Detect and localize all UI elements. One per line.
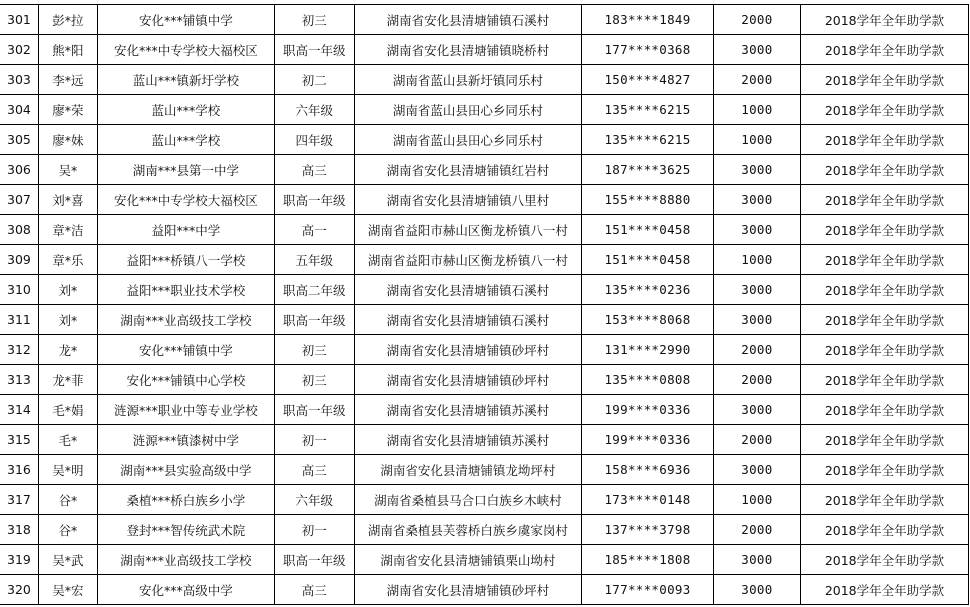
address-cell[interactable]: 湖南省安化县清塘铺镇苏溪村 xyxy=(354,425,581,455)
address-cell[interactable]: 湖南省安化县清塘铺镇龙坳坪村 xyxy=(354,455,581,485)
row-number-cell[interactable]: 303 xyxy=(0,65,38,95)
address-cell[interactable]: 湖南省安化县清塘铺镇砂坪村 xyxy=(354,335,581,365)
table-row xyxy=(0,275,969,305)
amount-cell[interactable]: 3000 xyxy=(713,155,800,185)
note-cell[interactable]: 2018学年全年助学款 xyxy=(800,125,968,155)
note-cell[interactable]: 2018学年全年助学款 xyxy=(800,35,968,65)
address-cell[interactable]: 湖南省安化县清塘铺镇红岩村 xyxy=(354,155,581,185)
school-cell[interactable]: 益阳***桥镇八一学校 xyxy=(98,245,275,275)
row-number-cell[interactable]: 320 xyxy=(0,575,38,605)
grade-cell[interactable]: 六年级 xyxy=(274,95,354,125)
note-cell[interactable]: 2018学年全年助学款 xyxy=(800,425,968,455)
phone-cell[interactable]: 150****4827 xyxy=(582,65,714,95)
table-row xyxy=(0,335,969,365)
row-number-cell[interactable]: 310 xyxy=(0,275,38,305)
address-cell[interactable]: 湖南省桑植县马合口白族乡木峡村 xyxy=(354,485,581,515)
phone-cell[interactable]: 177****0093 xyxy=(582,575,714,605)
name-cell[interactable]: 章*乐 xyxy=(38,245,97,275)
table-row xyxy=(0,395,969,425)
name-cell[interactable]: 毛*娟 xyxy=(38,395,97,425)
amount-cell[interactable]: 3000 xyxy=(713,545,800,575)
phone-cell[interactable]: 135****0808 xyxy=(582,365,714,395)
row-number-cell[interactable]: 315 xyxy=(0,425,38,455)
row-number-cell[interactable]: 304 xyxy=(0,95,38,125)
school-cell[interactable]: 安化***中专学校大福校区 xyxy=(98,185,275,215)
phone-cell[interactable]: 137****3798 xyxy=(582,515,714,545)
amount-cell[interactable]: 3000 xyxy=(713,35,800,65)
note-cell[interactable]: 2018学年全年助学款 xyxy=(800,275,968,305)
grade-cell[interactable]: 高一 xyxy=(274,215,354,245)
name-cell[interactable]: 吴*武 xyxy=(38,545,97,575)
phone-cell[interactable]: 199****0336 xyxy=(582,425,714,455)
row-number-cell[interactable]: 316 xyxy=(0,455,38,485)
school-cell[interactable]: 湖南***业高级技工学校 xyxy=(98,305,275,335)
table-row xyxy=(0,485,969,515)
address-cell[interactable]: 湖南省安化县清塘铺镇石溪村 xyxy=(354,305,581,335)
note-cell[interactable]: 2018学年全年助学款 xyxy=(800,185,968,215)
amount-cell[interactable]: 2000 xyxy=(713,5,800,35)
note-cell[interactable]: 2018学年全年助学款 xyxy=(800,575,968,605)
table-row xyxy=(0,245,969,275)
grade-cell[interactable]: 职高一年级 xyxy=(274,305,354,335)
note-cell[interactable]: 2018学年全年助学款 xyxy=(800,335,968,365)
school-cell[interactable]: 蓝山***学校 xyxy=(98,95,275,125)
row-number-cell[interactable]: 309 xyxy=(0,245,38,275)
address-cell[interactable]: 湖南省蓝山县田心乡同乐村 xyxy=(354,125,581,155)
address-cell[interactable]: 湖南省蓝山县新圩镇同乐村 xyxy=(354,65,581,95)
name-cell[interactable]: 李*远 xyxy=(38,65,97,95)
school-cell[interactable]: 安化***高级中学 xyxy=(98,575,275,605)
note-cell[interactable]: 2018学年全年助学款 xyxy=(800,455,968,485)
phone-cell[interactable]: 151****0458 xyxy=(582,245,714,275)
name-cell[interactable]: 龙* xyxy=(38,335,97,365)
grade-cell[interactable]: 六年级 xyxy=(274,485,354,515)
name-cell[interactable]: 章*洁 xyxy=(38,215,97,245)
note-cell[interactable]: 2018学年全年助学款 xyxy=(800,5,968,35)
amount-cell[interactable]: 3000 xyxy=(713,395,800,425)
row-number-cell[interactable]: 311 xyxy=(0,305,38,335)
grade-cell[interactable]: 职高二年级 xyxy=(274,275,354,305)
note-cell[interactable]: 2018学年全年助学款 xyxy=(800,155,968,185)
name-cell[interactable]: 刘* xyxy=(38,305,97,335)
amount-cell[interactable]: 3000 xyxy=(713,455,800,485)
grade-cell[interactable]: 高三 xyxy=(274,575,354,605)
note-cell[interactable]: 2018学年全年助学款 xyxy=(800,95,968,125)
phone-cell[interactable]: 183****1849 xyxy=(582,5,714,35)
phone-cell[interactable]: 158****6936 xyxy=(582,455,714,485)
amount-cell[interactable]: 2000 xyxy=(713,365,800,395)
table-row xyxy=(0,95,969,125)
name-cell[interactable]: 刘*喜 xyxy=(38,185,97,215)
amount-cell[interactable]: 1000 xyxy=(713,245,800,275)
address-cell[interactable]: 湖南省安化县清塘铺镇砂坪村 xyxy=(354,365,581,395)
grade-cell[interactable]: 四年级 xyxy=(274,125,354,155)
table-row xyxy=(0,185,969,215)
note-cell[interactable]: 2018学年全年助学款 xyxy=(800,65,968,95)
school-cell[interactable]: 安化***铺镇中心学校 xyxy=(98,365,275,395)
grade-cell[interactable]: 初三 xyxy=(274,335,354,365)
table-row xyxy=(0,365,969,395)
table-row xyxy=(0,65,969,95)
address-cell[interactable]: 湖南省益阳市赫山区衡龙桥镇八一村 xyxy=(354,245,581,275)
name-cell[interactable]: 廖*荣 xyxy=(38,95,97,125)
address-cell[interactable]: 湖南省安化县清塘铺镇石溪村 xyxy=(354,275,581,305)
note-cell[interactable]: 2018学年全年助学款 xyxy=(800,365,968,395)
amount-cell[interactable]: 3000 xyxy=(713,215,800,245)
school-cell[interactable]: 蓝山***学校 xyxy=(98,125,275,155)
note-cell[interactable]: 2018学年全年助学款 xyxy=(800,485,968,515)
phone-cell[interactable]: 153****8068 xyxy=(582,305,714,335)
name-cell[interactable]: 吴*明 xyxy=(38,455,97,485)
table-row xyxy=(0,455,969,485)
address-cell[interactable]: 湖南省益阳市赫山区衡龙桥镇八一村 xyxy=(354,215,581,245)
table-row xyxy=(0,35,969,65)
row-number-cell[interactable]: 314 xyxy=(0,395,38,425)
amount-cell[interactable]: 2000 xyxy=(713,515,800,545)
table-row xyxy=(0,215,969,245)
school-cell[interactable]: 湖南***县第一中学 xyxy=(98,155,275,185)
note-cell[interactable]: 2018学年全年助学款 xyxy=(800,245,968,275)
address-cell[interactable]: 湖南省安化县清塘铺镇栗山坳村 xyxy=(354,545,581,575)
note-cell[interactable]: 2018学年全年助学款 xyxy=(800,305,968,335)
phone-cell[interactable]: 177****0368 xyxy=(582,35,714,65)
school-cell[interactable]: 安化***铺镇中学 xyxy=(98,335,275,365)
table-row xyxy=(0,155,969,185)
name-cell[interactable]: 谷* xyxy=(38,515,97,545)
aid-recipients-table xyxy=(0,4,969,605)
note-cell[interactable]: 2018学年全年助学款 xyxy=(800,395,968,425)
table-row xyxy=(0,305,969,335)
school-cell[interactable]: 安化***中专学校大福校区 xyxy=(98,35,275,65)
phone-cell[interactable]: 131****2990 xyxy=(582,335,714,365)
amount-cell[interactable]: 3000 xyxy=(713,575,800,605)
phone-cell[interactable]: 199****0336 xyxy=(582,395,714,425)
grade-cell[interactable]: 初三 xyxy=(274,5,354,35)
school-cell[interactable]: 登封***智传统武术院 xyxy=(98,515,275,545)
table-row xyxy=(0,575,969,605)
name-cell[interactable]: 吴*宏 xyxy=(38,575,97,605)
amount-cell[interactable]: 2000 xyxy=(713,65,800,95)
school-cell[interactable]: 桑植***桥白族乡小学 xyxy=(98,485,275,515)
school-cell[interactable]: 安化***铺镇中学 xyxy=(98,5,275,35)
table-row xyxy=(0,515,969,545)
amount-cell[interactable]: 3000 xyxy=(713,305,800,335)
grade-cell[interactable]: 五年级 xyxy=(274,245,354,275)
name-cell[interactable]: 廖*妹 xyxy=(38,125,97,155)
address-cell[interactable]: 湖南省安化县清塘铺镇砂坪村 xyxy=(354,575,581,605)
name-cell[interactable]: 毛* xyxy=(38,425,97,455)
address-cell[interactable]: 湖南省安化县清塘铺镇晓桥村 xyxy=(354,35,581,65)
name-cell[interactable]: 谷* xyxy=(38,485,97,515)
table-row xyxy=(0,545,969,575)
school-cell[interactable]: 益阳***中学 xyxy=(98,215,275,245)
name-cell[interactable]: 彭*拉 xyxy=(38,5,97,35)
name-cell[interactable]: 刘* xyxy=(38,275,97,305)
row-number-cell[interactable]: 305 xyxy=(0,125,38,155)
grade-cell[interactable]: 职高一年级 xyxy=(274,545,354,575)
name-cell[interactable]: 吴* xyxy=(38,155,97,185)
school-cell[interactable]: 涟源***镇漆树中学 xyxy=(98,425,275,455)
address-cell[interactable]: 湖南省蓝山县田心乡同乐村 xyxy=(354,95,581,125)
grade-cell[interactable]: 初一 xyxy=(274,515,354,545)
school-cell[interactable]: 蓝山***镇新圩学校 xyxy=(98,65,275,95)
phone-cell[interactable]: 187****3625 xyxy=(582,155,714,185)
table-row xyxy=(0,5,969,35)
phone-cell[interactable]: 173****0148 xyxy=(582,485,714,515)
row-number-cell[interactable]: 313 xyxy=(0,365,38,395)
grade-cell[interactable]: 高三 xyxy=(274,455,354,485)
row-number-cell[interactable]: 301 xyxy=(0,5,38,35)
amount-cell[interactable]: 1000 xyxy=(713,95,800,125)
address-cell[interactable]: 湖南省安化县清塘铺镇石溪村 xyxy=(354,5,581,35)
phone-cell[interactable]: 151****0458 xyxy=(582,215,714,245)
note-cell[interactable]: 2018学年全年助学款 xyxy=(800,545,968,575)
table-row xyxy=(0,425,969,455)
grade-cell[interactable]: 职高一年级 xyxy=(274,35,354,65)
row-number-cell[interactable]: 317 xyxy=(0,485,38,515)
grade-cell[interactable]: 初二 xyxy=(274,65,354,95)
amount-cell[interactable]: 3000 xyxy=(713,275,800,305)
row-number-cell[interactable]: 319 xyxy=(0,545,38,575)
name-cell[interactable]: 龙*菲 xyxy=(38,365,97,395)
address-cell[interactable]: 湖南省安化县清塘铺镇八里村 xyxy=(354,185,581,215)
amount-cell[interactable]: 3000 xyxy=(713,185,800,215)
name-cell[interactable]: 熊*阳 xyxy=(38,35,97,65)
amount-cell[interactable]: 1000 xyxy=(713,485,800,515)
row-number-cell[interactable]: 308 xyxy=(0,215,38,245)
row-number-cell[interactable]: 318 xyxy=(0,515,38,545)
phone-cell[interactable]: 185****1808 xyxy=(582,545,714,575)
row-number-cell[interactable]: 306 xyxy=(0,155,38,185)
address-cell[interactable]: 湖南省安化县清塘铺镇苏溪村 xyxy=(354,395,581,425)
amount-cell[interactable]: 2000 xyxy=(713,425,800,455)
address-cell[interactable]: 湖南省桑植县芙蓉桥白族乡虞家岗村 xyxy=(354,515,581,545)
phone-cell[interactable]: 155****8880 xyxy=(582,185,714,215)
phone-cell[interactable]: 135****0236 xyxy=(582,275,714,305)
grade-cell[interactable]: 职高一年级 xyxy=(274,185,354,215)
amount-cell[interactable]: 2000 xyxy=(713,335,800,365)
amount-cell[interactable]: 1000 xyxy=(713,125,800,155)
grade-cell[interactable]: 初一 xyxy=(274,425,354,455)
table-body xyxy=(0,5,969,605)
phone-cell[interactable]: 135****6215 xyxy=(582,125,714,155)
school-cell[interactable]: 湖南***业高级技工学校 xyxy=(98,545,275,575)
row-number-cell[interactable]: 312 xyxy=(0,335,38,365)
note-cell[interactable]: 2018学年全年助学款 xyxy=(800,215,968,245)
school-cell[interactable]: 湖南***县实验高级中学 xyxy=(98,455,275,485)
school-cell[interactable]: 益阳***职业技术学校 xyxy=(98,275,275,305)
row-number-cell[interactable]: 307 xyxy=(0,185,38,215)
school-cell[interactable]: 涟源***职业中等专业学校 xyxy=(98,395,275,425)
table-row xyxy=(0,125,969,155)
grade-cell[interactable]: 职高一年级 xyxy=(274,395,354,425)
grade-cell[interactable]: 高三 xyxy=(274,155,354,185)
row-number-cell[interactable]: 302 xyxy=(0,35,38,65)
grade-cell[interactable]: 初三 xyxy=(274,365,354,395)
phone-cell[interactable]: 135****6215 xyxy=(582,95,714,125)
note-cell[interactable]: 2018学年全年助学款 xyxy=(800,515,968,545)
